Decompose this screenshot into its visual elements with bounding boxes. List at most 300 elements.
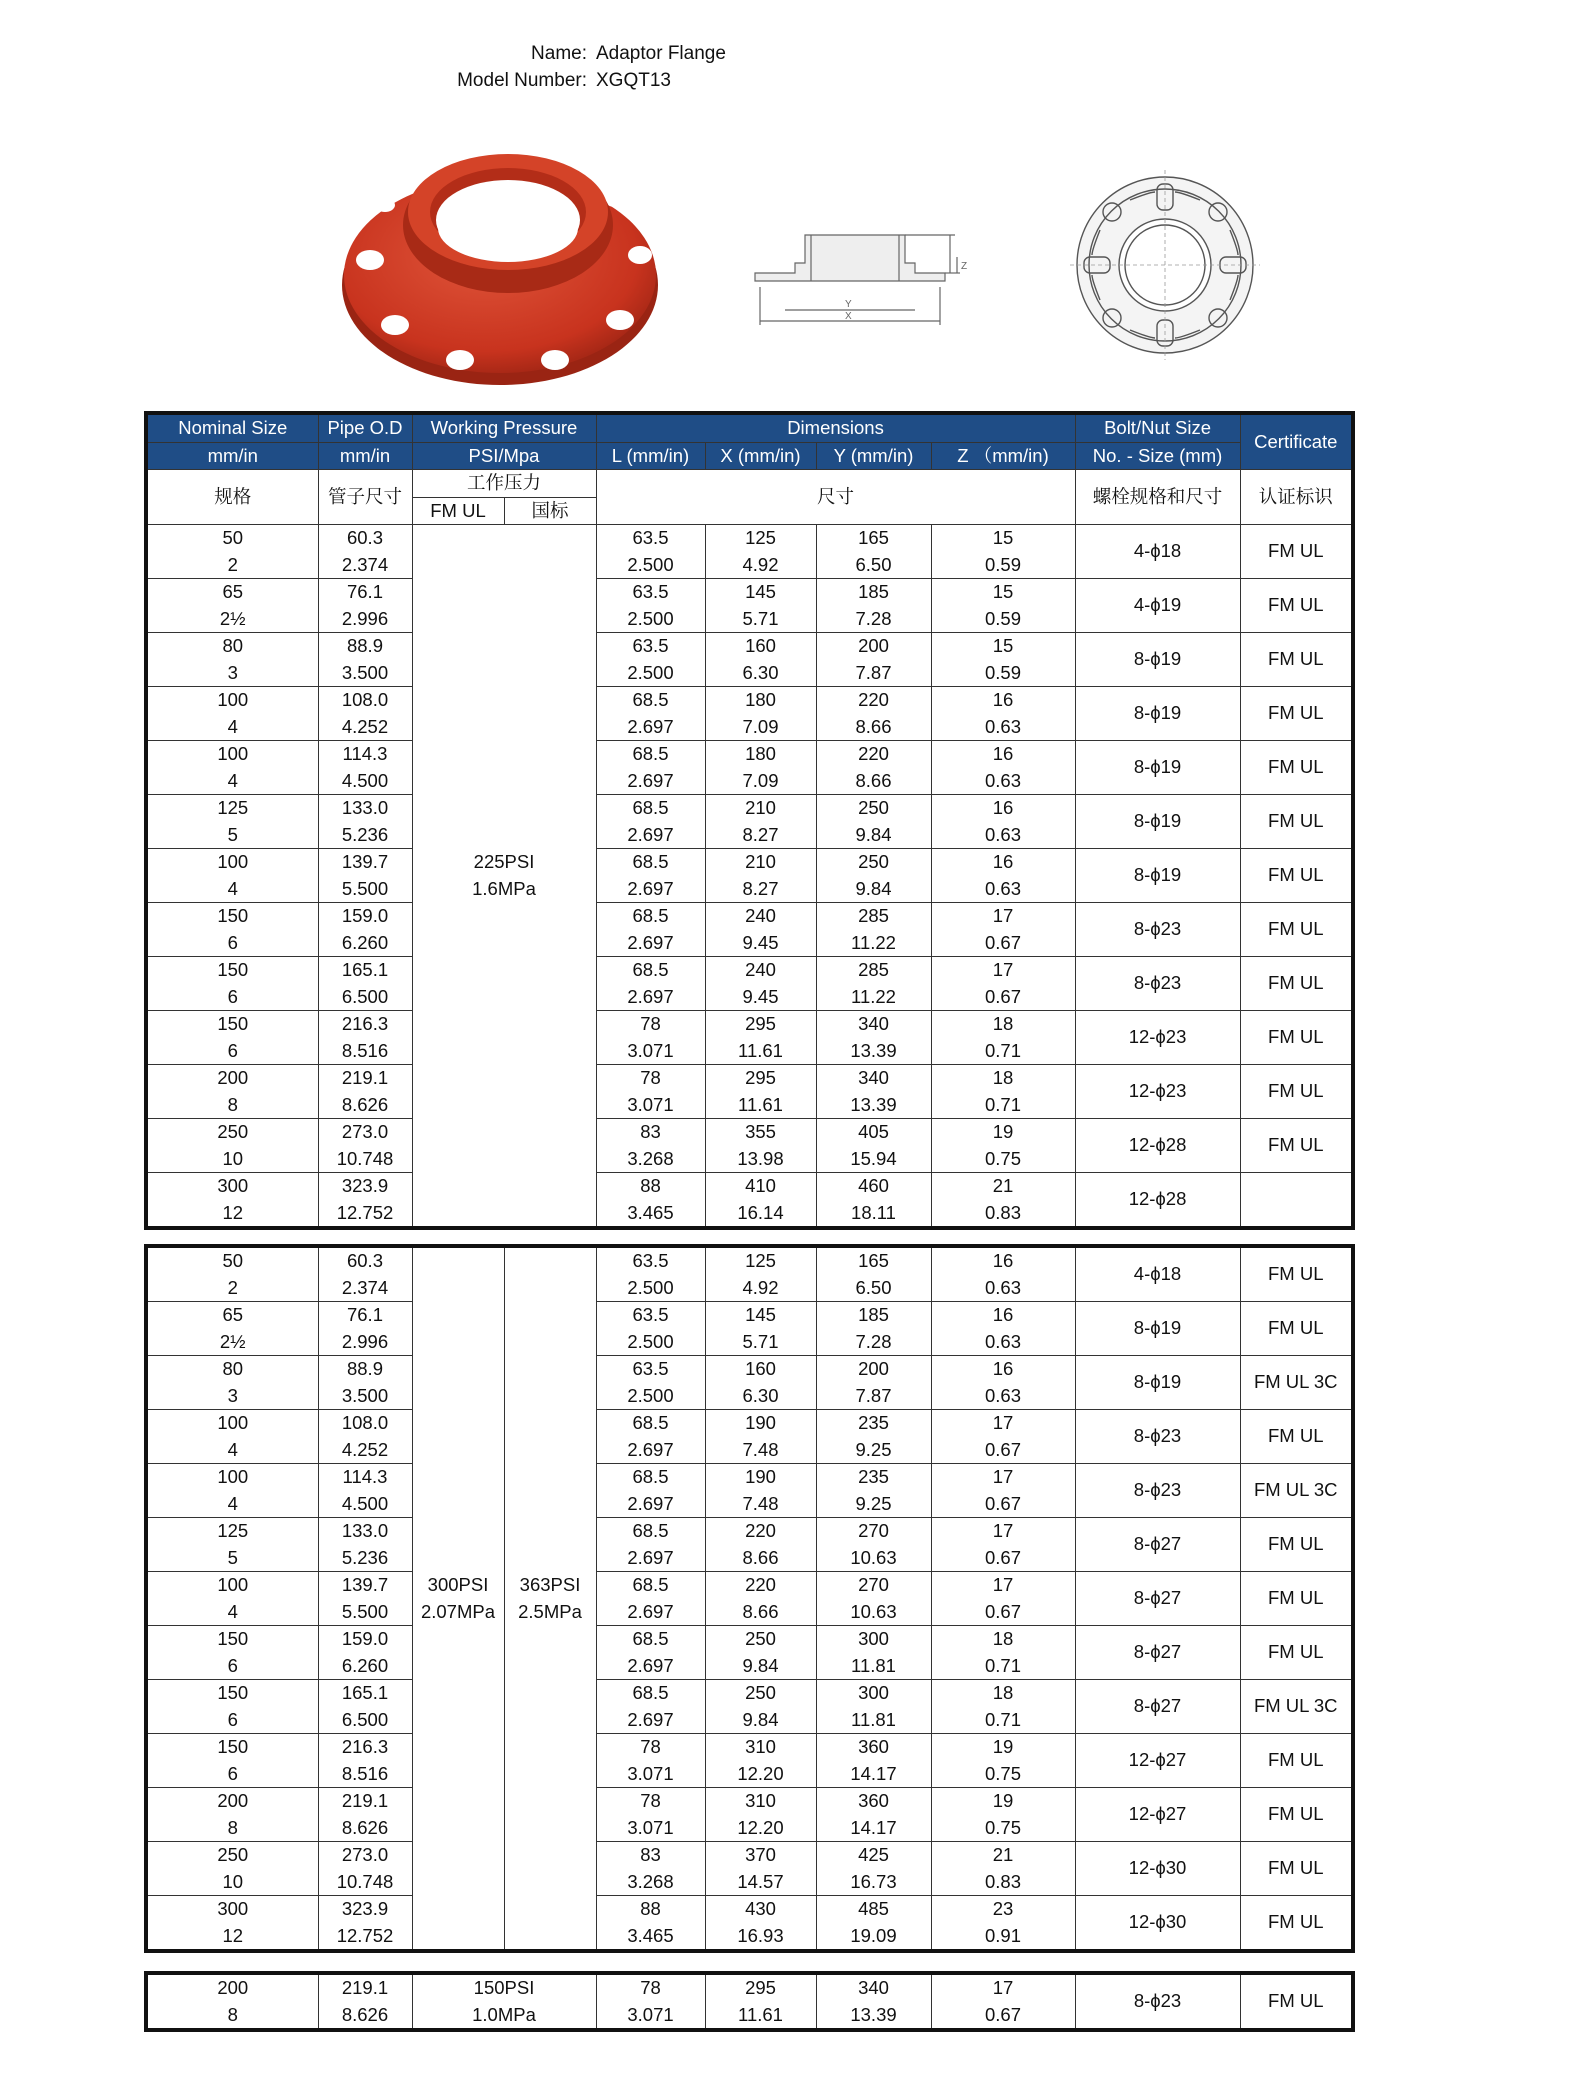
nominal-size-cell-in: 8 — [227, 2003, 238, 2025]
dim-z-cell-mm: 21 — [992, 1844, 1014, 1865]
dim-x-cell-mm: 410 — [745, 1175, 776, 1196]
certificate-cell: FM UL — [1240, 1011, 1353, 1065]
dim-l-cell-mm: 78 — [640, 1736, 661, 1757]
dim-y-cell — [816, 1464, 931, 1518]
table-row — [146, 525, 1353, 579]
dim-z-cell-mm: 18 — [992, 1682, 1014, 1703]
dim-x-cell-in: 7.09 — [742, 769, 779, 791]
dim-l-cell-mm: 78 — [640, 1977, 661, 1998]
dim-z-cell-mm: 16 — [992, 1250, 1014, 1271]
dim-l-cell-in: 3.071 — [627, 1039, 674, 1061]
pipe-od-cell — [318, 1842, 412, 1896]
certificate-cell: FM UL — [1240, 1410, 1353, 1464]
dim-l-cell-mm: 63.5 — [632, 1250, 669, 1271]
dim-z-cell-mm: 16 — [992, 743, 1014, 764]
dim-y-cell — [816, 1302, 931, 1356]
dim-z-cell — [931, 633, 1075, 687]
pressure-cell — [412, 525, 596, 1229]
dim-x-cell-in: 6.30 — [742, 1384, 779, 1406]
dim-y-cell — [816, 1356, 931, 1410]
dim-z-cell-in: 0.71 — [984, 1654, 1021, 1676]
dim-l-cell-in: 3.268 — [627, 1147, 674, 1169]
dim-l-cell-mm: 88 — [640, 1175, 661, 1196]
nominal-size-cell — [146, 1302, 318, 1356]
dim-y-cell-mm: 270 — [858, 1520, 889, 1541]
dim-x-cell-in: 14.57 — [737, 1870, 784, 1892]
pipe-od-cell-mm: 108.0 — [341, 689, 389, 710]
dim-x-cell — [705, 579, 816, 633]
table-row — [146, 1734, 1353, 1788]
dim-x-cell-in: 7.48 — [742, 1438, 779, 1460]
dim-z-cell-mm: 16 — [992, 1358, 1014, 1379]
dim-y-cell-in: 13.39 — [850, 1093, 897, 1115]
dim-z-cell — [931, 1896, 1075, 1952]
dim-l-cell — [596, 1680, 705, 1734]
dim-l-cell-in: 2.500 — [627, 1384, 674, 1406]
pipe-od-cell — [318, 1464, 412, 1518]
dim-y-cell-in: 11.22 — [851, 931, 896, 953]
dim-y-cell — [816, 903, 931, 957]
dim-z-cell — [931, 1011, 1075, 1065]
dim-y-cell-mm: 220 — [858, 689, 889, 710]
bolt-size-cell: 4-ϕ18 — [1075, 525, 1240, 579]
dim-x-cell-in: 8.66 — [742, 1546, 779, 1568]
table-row — [146, 1011, 1353, 1065]
dim-z-cell — [931, 1246, 1075, 1302]
dim-z-cell-mm: 17 — [992, 1466, 1014, 1487]
pipe-od-cell-mm: 165.1 — [341, 1682, 389, 1703]
nominal-size-cell-mm: 100 — [217, 743, 249, 764]
dim-l-cell — [596, 1356, 705, 1410]
nominal-size-cell — [146, 849, 318, 903]
nominal-size-cell-mm: 125 — [217, 1520, 249, 1541]
pipe-od-cell-mm: 159.0 — [341, 1628, 389, 1649]
nominal-size-cell-in: 4 — [227, 1438, 238, 1460]
dim-x-cell-in: 5.71 — [742, 1330, 779, 1352]
table-row — [146, 1788, 1353, 1842]
dim-l-cell — [596, 1626, 705, 1680]
dim-z-cell-in: 0.63 — [984, 1384, 1021, 1406]
dim-x-cell — [705, 1302, 816, 1356]
pipe-od-cell-in: 5.236 — [341, 1546, 389, 1568]
bolt-size-cell: 12-ϕ28 — [1075, 1173, 1240, 1229]
dim-z-cell — [931, 1119, 1075, 1173]
table-row — [146, 1464, 1353, 1518]
dim-y-cell — [816, 1973, 931, 2030]
pipe-od-cell-mm: 60.3 — [346, 527, 383, 548]
pressure-cell-in: 1.0MPa — [472, 2003, 536, 2025]
spec-table-1 — [144, 411, 1355, 1230]
dim-y-cell — [816, 687, 931, 741]
dim-l-cell-mm: 63.5 — [632, 635, 669, 656]
dim-z-cell — [931, 1788, 1075, 1842]
pipe-od-cell — [318, 1896, 412, 1952]
dim-y-cell-mm: 460 — [858, 1175, 889, 1196]
nominal-size-cell-in: 2½ — [219, 607, 246, 629]
pipe-od-cell-in: 6.500 — [341, 1708, 389, 1730]
dim-l-cell-in: 2.500 — [627, 1276, 674, 1298]
section-3-body — [146, 1973, 1353, 2030]
nominal-size-cell — [146, 741, 318, 795]
pipe-od-cell — [318, 741, 412, 795]
pipe-od-cell-in: 3.500 — [341, 661, 389, 683]
pipe-od-cell-mm: 114.3 — [342, 743, 388, 764]
pipe-od-cell-mm: 323.9 — [341, 1898, 389, 1919]
dim-y-cell-mm: 360 — [858, 1736, 889, 1757]
dim-x-cell-mm: 295 — [745, 1013, 776, 1034]
certificate-cell: FM UL — [1240, 1973, 1353, 2030]
dim-l-cell-mm: 68.5 — [632, 1628, 669, 1649]
dim-z-cell — [931, 1173, 1075, 1229]
dim-x-cell — [705, 525, 816, 579]
dim-y-cell — [816, 579, 931, 633]
nominal-size-cell-mm: 80 — [222, 635, 244, 656]
nominal-size-cell — [146, 1356, 318, 1410]
dim-x-cell — [705, 1626, 816, 1680]
nominal-size-cell — [146, 1119, 318, 1173]
dim-y-cell-in: 14.17 — [850, 1816, 897, 1838]
bolt-size-cell: 12-ϕ28 — [1075, 1119, 1240, 1173]
col-nominal-size: Nominal Size — [146, 413, 318, 442]
dim-z-cell — [931, 903, 1075, 957]
dim-z-cell — [931, 1973, 1075, 2030]
nominal-size-cell-mm: 150 — [217, 1013, 249, 1034]
certificate-cell: FM UL — [1240, 1572, 1353, 1626]
dim-l-cell — [596, 1065, 705, 1119]
dim-x-cell-mm: 240 — [745, 959, 776, 980]
pressure-fmul-cell-in: 2.07MPa — [420, 1600, 496, 1622]
dim-z-cell — [931, 1302, 1075, 1356]
dim-z-cell-in: 0.67 — [985, 931, 1022, 953]
pipe-od-cell — [318, 1626, 412, 1680]
dim-y-cell-in: 9.84 — [855, 823, 892, 845]
dim-x-cell-in: 7.09 — [742, 715, 779, 737]
dim-l-cell — [596, 795, 705, 849]
dim-l-cell — [596, 1464, 705, 1518]
pipe-od-cell — [318, 1788, 412, 1842]
nominal-size-cell — [146, 957, 318, 1011]
col-dims-cn: 尺寸 — [596, 470, 1075, 525]
dim-y-cell-mm: 200 — [858, 635, 889, 656]
nominal-size-cell-in: 4 — [227, 1600, 238, 1622]
col-bolt-nut: Bolt/Nut Size — [1075, 413, 1240, 442]
nominal-size-cell — [146, 1734, 318, 1788]
dim-z-cell-mm: 16 — [992, 1304, 1014, 1325]
pressure-cell-mm: 150PSI — [473, 1977, 535, 1998]
bolt-size-cell: 8-ϕ19 — [1075, 849, 1240, 903]
pipe-od-cell-mm: 88.9 — [346, 1358, 383, 1379]
dim-l-cell — [596, 849, 705, 903]
dim-l-cell — [596, 1011, 705, 1065]
pipe-od-cell-mm: 219.1 — [341, 1067, 389, 1088]
dim-l-cell — [596, 1302, 705, 1356]
col-wp-fmul: FM UL — [412, 497, 504, 525]
nominal-size-cell-mm: 250 — [217, 1121, 249, 1142]
certificate-cell: FM UL 3C — [1240, 1356, 1353, 1410]
dim-y-cell-mm: 300 — [858, 1682, 889, 1703]
drawing-label-z: Z — [961, 261, 968, 272]
dim-y-cell-in: 8.66 — [855, 769, 892, 791]
certificate-cell: FM UL — [1240, 849, 1353, 903]
pipe-od-cell-mm: 216.3 — [341, 1736, 389, 1757]
dim-l-cell-in: 2.500 — [627, 607, 674, 629]
dim-z-cell — [931, 579, 1075, 633]
dim-y-cell — [816, 1896, 931, 1952]
pressure-gb-cell — [504, 1246, 596, 1951]
dim-y-cell-mm: 340 — [858, 1013, 889, 1034]
nominal-size-cell-in: 4 — [227, 877, 238, 899]
table-row — [146, 1572, 1353, 1626]
dim-x-cell — [705, 1410, 816, 1464]
dim-l-cell-in: 2.500 — [627, 661, 674, 683]
bolt-size-cell: 12-ϕ30 — [1075, 1896, 1240, 1952]
nominal-size-cell-mm: 250 — [217, 1844, 249, 1865]
pipe-od-cell-in: 2.374 — [341, 1276, 389, 1298]
pipe-od-cell-mm: 323.9 — [341, 1175, 389, 1196]
dim-x-cell — [705, 1356, 816, 1410]
pipe-od-cell-in: 6.260 — [341, 931, 389, 953]
certificate-cell: FM UL — [1240, 1842, 1353, 1896]
pipe-od-cell — [318, 1065, 412, 1119]
pipe-od-cell — [318, 1410, 412, 1464]
dim-l-cell-mm: 68.5 — [632, 1574, 669, 1595]
dim-y-cell-mm: 220 — [858, 743, 889, 764]
pipe-od-cell — [318, 1119, 412, 1173]
dim-l-cell-mm: 68.5 — [632, 797, 669, 818]
dim-y-cell — [816, 1173, 931, 1229]
dim-x-cell — [705, 849, 816, 903]
nominal-size-cell-mm: 65 — [222, 581, 244, 602]
bolt-size-cell: 4-ϕ18 — [1075, 1246, 1240, 1302]
dim-l-cell-mm: 68.5 — [632, 851, 669, 872]
dim-z-cell — [931, 1464, 1075, 1518]
dim-x-cell-in: 12.20 — [737, 1762, 784, 1784]
nominal-size-cell-mm: 150 — [217, 905, 249, 926]
dim-l-cell — [596, 1246, 705, 1302]
dim-x-cell — [705, 1518, 816, 1572]
dim-x-cell-mm: 250 — [745, 1628, 776, 1649]
dim-l-cell-in: 2.697 — [627, 1708, 674, 1730]
dim-l-cell — [596, 1518, 705, 1572]
table-row — [146, 579, 1353, 633]
table-row — [146, 849, 1353, 903]
dim-y-cell-mm: 340 — [858, 1067, 889, 1088]
nominal-size-cell-in: 2 — [227, 553, 238, 575]
bolt-size-cell: 8-ϕ27 — [1075, 1626, 1240, 1680]
dim-l-cell-mm: 68.5 — [632, 1466, 669, 1487]
dim-y-cell-in: 13.39 — [850, 2003, 897, 2025]
side-view-drawing — [745, 225, 985, 335]
dim-y-cell — [816, 1626, 931, 1680]
certificate-cell: FM UL — [1240, 1065, 1353, 1119]
bolt-size-cell: 8-ϕ27 — [1075, 1518, 1240, 1572]
model-number: XGQT13 — [596, 70, 671, 91]
dim-x-cell-in: 8.27 — [742, 823, 779, 845]
nominal-size-cell-mm: 100 — [217, 851, 249, 872]
dim-z-cell-in: 0.67 — [984, 1438, 1021, 1460]
pipe-od-cell-mm: 114.3 — [342, 1466, 388, 1487]
dim-y-cell-in: 18.11 — [851, 1201, 896, 1223]
nominal-size-cell-mm: 150 — [217, 1682, 249, 1703]
dim-z-cell-mm: 16 — [992, 797, 1014, 818]
table-row — [146, 1973, 1353, 2030]
dim-x-cell — [705, 1464, 816, 1518]
nominal-size-cell — [146, 1973, 318, 2030]
dim-x-cell — [705, 1173, 816, 1229]
dim-l-cell-in: 3.071 — [627, 1816, 674, 1838]
dim-l-cell-mm: 68.5 — [632, 959, 669, 980]
col-x: X (mm/in) — [705, 442, 816, 470]
dim-x-cell-in: 11.61 — [738, 1039, 783, 1061]
dim-x-cell-mm: 310 — [745, 1736, 776, 1757]
dim-x-cell-mm: 160 — [745, 635, 776, 656]
certificate-cell: FM UL — [1240, 1302, 1353, 1356]
nominal-size-cell-in: 6 — [227, 1039, 238, 1061]
dim-z-cell-in: 0.91 — [984, 1924, 1021, 1946]
dim-z-cell-in: 0.59 — [985, 661, 1022, 683]
table-row — [146, 633, 1353, 687]
pipe-od-cell-mm: 139.7 — [341, 851, 389, 872]
top-view-drawing — [1070, 170, 1260, 360]
dim-y-cell-in: 19.09 — [850, 1924, 897, 1946]
dim-x-cell — [705, 741, 816, 795]
nominal-size-cell-in: 2½ — [219, 1330, 246, 1352]
pressure-fmul-cell-mm: 300PSI — [427, 1574, 489, 1595]
dim-y-cell-mm: 165 — [858, 527, 889, 548]
dim-z-cell-in: 0.59 — [985, 607, 1022, 629]
dim-z-cell — [931, 1572, 1075, 1626]
nominal-size-cell-in: 5 — [227, 1546, 238, 1568]
dim-y-cell — [816, 849, 931, 903]
dim-y-cell-in: 6.50 — [855, 553, 892, 575]
pipe-od-cell-in: 6.500 — [341, 985, 389, 1007]
nominal-size-cell-in: 5 — [227, 823, 238, 845]
pipe-od-cell — [318, 1173, 412, 1229]
nominal-size-cell-in: 12 — [222, 1924, 244, 1946]
nominal-size-cell — [146, 1464, 318, 1518]
dim-y-cell-mm: 285 — [858, 905, 889, 926]
nominal-size-cell-mm: 100 — [217, 1412, 249, 1433]
nominal-size-cell-mm: 150 — [217, 1736, 249, 1757]
pipe-od-cell — [318, 957, 412, 1011]
dim-z-cell-mm: 18 — [992, 1067, 1014, 1088]
nominal-size-cell-in: 4 — [227, 715, 238, 737]
nominal-size-cell-mm: 100 — [217, 689, 249, 710]
dim-y-cell — [816, 1842, 931, 1896]
nominal-size-cell-mm: 80 — [222, 1358, 244, 1379]
bolt-size-cell: 12-ϕ23 — [1075, 1011, 1240, 1065]
certificate-cell: FM UL — [1240, 957, 1353, 1011]
dim-y-cell — [816, 1410, 931, 1464]
dim-l-cell-mm: 63.5 — [632, 581, 669, 602]
dim-z-cell — [931, 1842, 1075, 1896]
dim-l-cell-in: 2.697 — [627, 985, 674, 1007]
dim-z-cell-in: 0.63 — [985, 823, 1022, 845]
col-pipe-od-cn: 管子尺寸 — [318, 470, 412, 525]
nominal-size-cell-in: 10 — [222, 1147, 244, 1169]
table-row — [146, 1896, 1353, 1952]
section-2-body — [146, 1246, 1353, 1951]
dim-y-cell — [816, 1065, 931, 1119]
bolt-size-cell: 8-ϕ23 — [1075, 957, 1240, 1011]
dim-z-cell-in: 0.83 — [984, 1870, 1021, 1892]
dim-z-cell-mm: 23 — [992, 1898, 1014, 1919]
col-z: Z （mm/in) — [931, 442, 1075, 470]
pipe-od-cell-mm: 219.1 — [341, 1977, 389, 1998]
dim-y-cell-mm: 185 — [858, 1304, 889, 1325]
dim-y-cell-mm: 250 — [858, 851, 889, 872]
dim-l-cell-mm: 88 — [640, 1898, 661, 1919]
dim-l-cell-in: 3.071 — [627, 2003, 674, 2025]
col-wp-gb: 国标 — [504, 497, 596, 525]
certificate-cell: FM UL 3C — [1240, 1464, 1353, 1518]
dim-y-cell — [816, 795, 931, 849]
dim-l-cell — [596, 957, 705, 1011]
nominal-size-cell-mm: 150 — [217, 1628, 249, 1649]
pipe-od-cell-in: 3.500 — [341, 1384, 389, 1406]
dim-x-cell-mm: 125 — [745, 527, 776, 548]
nominal-size-cell — [146, 1410, 318, 1464]
nominal-size-cell — [146, 579, 318, 633]
certificate-cell: FM UL — [1240, 1734, 1353, 1788]
dim-y-cell-in: 7.28 — [855, 1330, 892, 1352]
pipe-od-cell-mm: 76.1 — [346, 581, 383, 602]
dim-x-cell — [705, 1065, 816, 1119]
nominal-size-cell-in: 6 — [227, 1708, 238, 1730]
dim-x-cell — [705, 687, 816, 741]
certificate-cell: FM UL — [1240, 795, 1353, 849]
dim-z-cell-in: 0.67 — [985, 2003, 1022, 2025]
dim-z-cell-mm: 19 — [992, 1736, 1014, 1757]
dim-x-cell-mm: 160 — [745, 1358, 776, 1379]
bolt-size-cell: 8-ϕ19 — [1075, 687, 1240, 741]
dim-x-cell — [705, 1842, 816, 1896]
pipe-od-cell-in: 8.626 — [341, 1816, 389, 1838]
dim-x-cell-in: 11.61 — [738, 1093, 783, 1115]
dim-x-cell-mm: 220 — [745, 1520, 776, 1541]
dim-x-cell-mm: 145 — [745, 581, 776, 602]
dim-y-cell-mm: 165 — [858, 1250, 889, 1271]
certificate-cell: FM UL — [1240, 1626, 1353, 1680]
certificate-cell: FM UL — [1240, 633, 1353, 687]
drawing-label-y: Y — [845, 299, 852, 310]
dim-x-cell — [705, 1788, 816, 1842]
dim-l-cell-in: 2.697 — [627, 715, 674, 737]
nominal-size-cell — [146, 1626, 318, 1680]
dim-z-cell — [931, 1626, 1075, 1680]
pipe-od-cell-mm: 216.3 — [341, 1013, 389, 1034]
pipe-od-cell — [318, 795, 412, 849]
dim-l-cell-mm: 68.5 — [632, 1520, 669, 1541]
nominal-size-cell-in: 3 — [227, 661, 238, 683]
name-label: Name: — [531, 43, 587, 64]
dim-z-cell-in: 0.71 — [985, 1093, 1022, 1115]
dim-l-cell — [596, 1173, 705, 1229]
dim-l-cell-mm: 78 — [640, 1013, 661, 1034]
col-nominal-cn: 规格 — [146, 470, 318, 525]
dim-y-cell-mm: 340 — [858, 1977, 889, 1998]
table-row — [146, 741, 1353, 795]
nominal-size-cell-in: 6 — [227, 931, 238, 953]
dim-z-cell-in: 0.67 — [984, 1600, 1021, 1622]
pipe-od-cell-in: 2.996 — [341, 607, 389, 629]
dim-z-cell-mm: 19 — [992, 1790, 1014, 1811]
dim-l-cell-in: 3.465 — [627, 1201, 674, 1223]
nominal-size-cell-in: 6 — [227, 1654, 238, 1676]
dim-y-cell-in: 7.87 — [855, 1384, 892, 1406]
nominal-size-cell — [146, 1680, 318, 1734]
dim-z-cell-mm: 15 — [992, 635, 1014, 656]
